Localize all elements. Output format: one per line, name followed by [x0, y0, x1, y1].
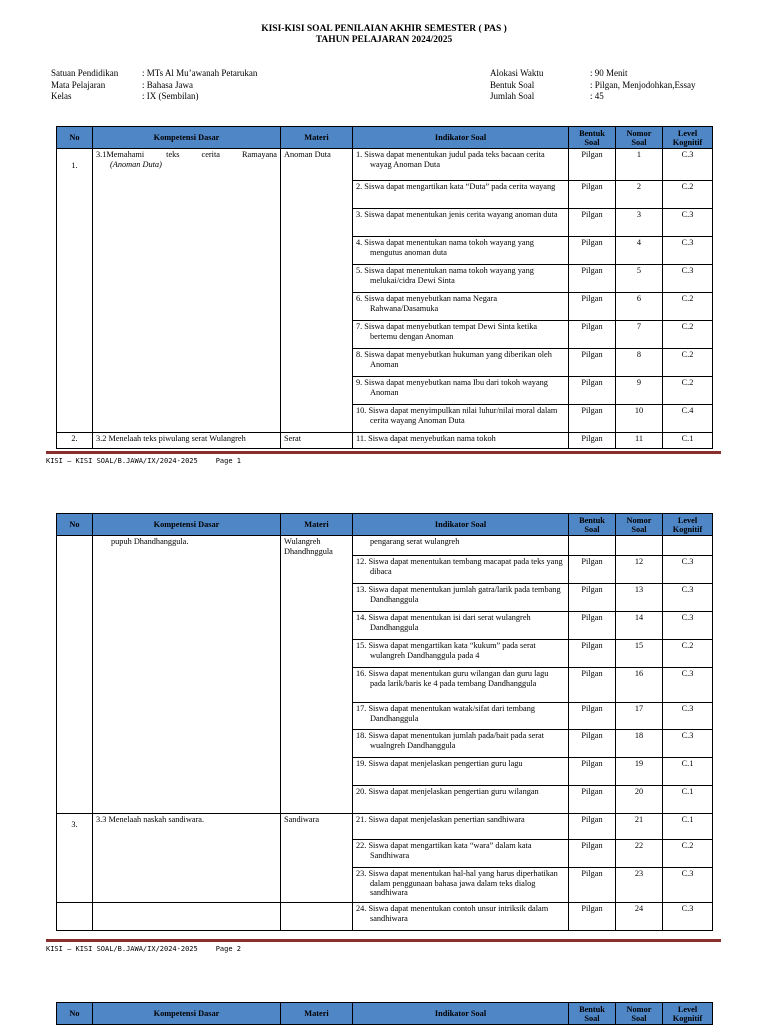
- nomor-soal: 4: [616, 237, 663, 265]
- level-kognitif: C.3: [663, 703, 713, 730]
- bentuk-soal: Pilgan: [569, 405, 616, 433]
- indikator-text: 12. Siswa dapat menentukan tembang macapat pada teks yang dibaca: [356, 557, 563, 576]
- meta-value: : MTs Al Mu’awanah Petarukan: [142, 68, 258, 78]
- level-kognitif: C.4: [663, 405, 713, 433]
- header-nomor-soal: Nomor Soal: [616, 127, 663, 149]
- meta-label: Mata Pelajaran: [51, 79, 106, 90]
- nomor-soal: 19: [616, 758, 663, 786]
- nomor-soal: 6: [616, 293, 663, 321]
- bentuk-soal: Pilgan: [569, 209, 616, 237]
- kisi-table-page2: [56, 513, 713, 931]
- header-indikator: Indikator Soal: [353, 514, 569, 536]
- header-level-kognitif: Level Kognitif: [663, 127, 713, 149]
- header-materi: Materi: [281, 514, 353, 536]
- level-kognitif: C.3: [663, 237, 713, 265]
- table-row: [57, 149, 713, 181]
- header-kompetensi-dasar: Kompetensi Dasar: [93, 514, 281, 536]
- materi-cell: Anoman Duta: [281, 149, 353, 433]
- kisi-table-page3: [56, 1002, 713, 1025]
- level-kognitif: C.3: [663, 668, 713, 703]
- nomor-soal: 16: [616, 668, 663, 703]
- page-footer: [46, 457, 241, 465]
- indikator-text: 6. Siswa dapat menyebutkan nama Negara Rahwana/Dasamuka: [356, 294, 497, 313]
- level-kognitif: C.3: [663, 584, 713, 612]
- level-kognitif: C.2: [663, 640, 713, 668]
- indikator-text: 10. Siswa dapat menyimpulkan nilai luhur/nilai moral dalam cerita wayang Anoman Duta: [356, 406, 558, 425]
- indikator-text: 22. Siswa dapat mengartikan kata “wara” dalam kata Sandhiwara: [356, 841, 532, 860]
- header-bentuk-soal: Bentuk Soal: [569, 127, 616, 149]
- table-row: [57, 433, 713, 449]
- indikator-text: 19. Siswa dapat menjelaskan pengertian guru lagu: [356, 759, 523, 768]
- materi-cell-continued: Wulangreh Dhandhnggula: [281, 536, 353, 814]
- nomor-soal: 5: [616, 265, 663, 293]
- header-kompetensi-dasar: Kompetensi Dasar: [93, 1003, 281, 1025]
- nomor-soal: 8: [616, 349, 663, 377]
- bentuk-soal: Pilgan: [569, 265, 616, 293]
- indikator-text: 1. Siswa dapat menentukan judul pada teks bacaan cerita wayag Anoman Duta: [356, 150, 545, 169]
- kd-number: 1.: [57, 149, 93, 433]
- indikator-text: 20. Siswa dapat menjelaskan pengertian guru wilangan: [356, 787, 539, 796]
- indikator-text: 14. Siswa dapat menentukan isi dari serat wulangreh Dandhanggula: [356, 613, 531, 632]
- bentuk-soal: Pilgan: [569, 321, 616, 349]
- kd-text: 3.1Memahami teks cerita Ramayana: [96, 150, 277, 159]
- bentuk-soal: Pilgan: [569, 556, 616, 584]
- meta-label: Satuan Pendidikan: [51, 68, 119, 78]
- bentuk-soal: Pilgan: [569, 640, 616, 668]
- level-kognitif: C.1: [663, 786, 713, 814]
- indikator-text: 11. Siswa dapat menyebutkan nama tokoh: [356, 434, 496, 443]
- table-row: [57, 536, 713, 556]
- indikator-text: 5. Siswa dapat menentukan nama tokoh wayang yang melukai/cidra Dewi Sinta: [356, 266, 534, 285]
- materi-cell: Serat: [281, 433, 353, 449]
- indikator-text: 3. Siswa dapat menentukan jenis cerita wayang anoman duta: [356, 210, 558, 219]
- bentuk-soal: Pilgan: [569, 181, 616, 209]
- meta-left: [51, 68, 257, 103]
- materi-cell: Sandiwara: [281, 814, 353, 903]
- meta-right: [490, 68, 696, 103]
- footer-code: KISI – KISI SOAL/B.JAWA/IX/2024-2025: [46, 945, 198, 953]
- level-kognitif: C.2: [663, 349, 713, 377]
- kd-cell: [93, 149, 281, 433]
- level-kognitif: C.3: [663, 556, 713, 584]
- header-nomor-soal: Nomor Soal: [616, 514, 663, 536]
- bentuk-soal: Pilgan: [569, 903, 616, 931]
- indikator-text: 15. Siswa dapat mengartikan kata “kukum” pada serat wulangreh Dandhanggula pada 4: [356, 641, 536, 660]
- nomor-soal: 7: [616, 321, 663, 349]
- indikator-text: 21. Siswa dapat menjelaskan penertian sandhiwara: [356, 815, 525, 824]
- bentuk-soal: Pilgan: [569, 584, 616, 612]
- meta-value: : 90 Menit: [590, 68, 628, 78]
- indikator-text: 9. Siswa dapat menyebutkan nama Ibu dari tokoh wayang Anoman: [356, 378, 548, 397]
- level-kognitif: C.3: [663, 149, 713, 181]
- bentuk-soal: Pilgan: [569, 293, 616, 321]
- indikator-text: 16. Siswa dapat menentukan guru wilangan dan guru lagu pada larik/baris ke 4 pada tembang Dandhanggula: [356, 669, 549, 688]
- page-footer: [46, 945, 241, 953]
- page-footer-rule: [46, 451, 721, 454]
- bentuk-soal: Pilgan: [569, 814, 616, 840]
- nomor-soal: 9: [616, 377, 663, 405]
- header-materi: Materi: [281, 127, 353, 149]
- nomor-soal: 18: [616, 730, 663, 758]
- meta-value: : IX (Sembilan): [142, 91, 199, 101]
- footer-page-number: Page 1: [215, 457, 242, 465]
- header-level-kognitif: Level Kognitif: [663, 1003, 713, 1025]
- header-nomor-soal: Nomor Soal: [616, 1003, 663, 1025]
- indikator-text: 23. Siswa dapat menentukan hal-hal yang harus diperhatikan dalam penggunaan bahasa jawa dalam teks dialog sandhiwara: [356, 869, 558, 898]
- bentuk-soal: Pilgan: [569, 237, 616, 265]
- level-kognitif: C.2: [663, 840, 713, 868]
- level-kognitif: C.2: [663, 293, 713, 321]
- indikator-text: 8. Siswa dapat menyebutkan hukuman yang diberikan oleh Anoman: [356, 350, 552, 369]
- nomor-soal: 21: [616, 814, 663, 840]
- nomor-soal: 1: [616, 149, 663, 181]
- kd-number: 3.: [57, 814, 93, 903]
- level-kognitif: C.3: [663, 209, 713, 237]
- header-bentuk-soal: Bentuk Soal: [569, 1003, 616, 1025]
- meta-label: Bentuk Soal: [490, 79, 535, 90]
- indikator-text: 18. Siswa dapat menentukan jumlah pada/bait pada serat wualngreh Dandhanggula: [356, 731, 545, 750]
- kd-text: 3.2 Menelaah teks piwulang serat Wulangreh: [93, 433, 281, 449]
- level-kognitif: C.3: [663, 730, 713, 758]
- bentuk-soal: Pilgan: [569, 612, 616, 640]
- kd-text-continued: pupuh Dhandhanggula.: [93, 536, 281, 814]
- header-no: No: [57, 514, 93, 536]
- header-no: No: [57, 127, 93, 149]
- table-row: [57, 903, 713, 931]
- nomor-soal: 2: [616, 181, 663, 209]
- nomor-soal: 14: [616, 612, 663, 640]
- kd-text-italic: (Anoman Duta): [110, 159, 162, 169]
- bentuk-soal: Pilgan: [569, 668, 616, 703]
- nomor-soal: 3: [616, 209, 663, 237]
- document-title-line2: TAHUN PELAJARAN 2024/2025: [315, 35, 453, 45]
- nomor-soal: 22: [616, 840, 663, 868]
- meta-value: : 45: [590, 91, 604, 101]
- header-materi: Materi: [281, 1003, 353, 1025]
- level-kognitif: C.3: [663, 868, 713, 903]
- nomor-soal: 11: [616, 433, 663, 449]
- meta-value: : Bahasa Jawa: [142, 79, 193, 90]
- kd-number-continued: [57, 536, 93, 814]
- bentuk-soal: Pilgan: [569, 786, 616, 814]
- indikator-text: 2. Siswa dapat mengartikan kata “Duta” pada cerita wayang: [356, 182, 556, 191]
- level-kognitif: C.1: [663, 814, 713, 840]
- indikator-text-continued: pengarang serat wulangreh: [353, 536, 569, 556]
- meta-label: Kelas: [51, 91, 72, 101]
- level-kognitif: C.3: [663, 265, 713, 293]
- header-indikator: Indikator Soal: [353, 1003, 569, 1025]
- level-kognitif: C.3: [663, 612, 713, 640]
- page-footer-rule: [46, 939, 721, 942]
- bentuk-soal: Pilgan: [569, 840, 616, 868]
- bentuk-soal: Pilgan: [569, 433, 616, 449]
- nomor-soal: 20: [616, 786, 663, 814]
- indikator-text: 7. Siswa dapat menyebutkan tempat Dewi Sinta ketika bertemu dengan Anoman: [356, 322, 538, 341]
- nomor-soal: 24: [616, 903, 663, 931]
- kd-number: 2.: [57, 433, 93, 449]
- indikator-text: 4. Siswa dapat menentukan nama tokoh wayang yang mengutus anoman duta: [356, 238, 534, 257]
- bentuk-soal: Pilgan: [569, 868, 616, 903]
- nomor-soal: 10: [616, 405, 663, 433]
- level-kognitif: C.2: [663, 181, 713, 209]
- bentuk-soal: Pilgan: [569, 758, 616, 786]
- kisi-table-page1: [56, 126, 713, 449]
- footer-code: KISI – KISI SOAL/B.JAWA/IX/2024-2025: [46, 457, 198, 465]
- header-bentuk-soal: Bentuk Soal: [569, 514, 616, 536]
- document-title-line1: KISI-KISI SOAL PENILAIAN AKHIR SEMESTER ( PAS ): [261, 24, 507, 34]
- bentuk-soal: Pilgan: [569, 703, 616, 730]
- nomor-soal: 12: [616, 556, 663, 584]
- kd-text: 3.3 Menelaah naskah sandiwara.: [93, 814, 281, 903]
- bentuk-soal: Pilgan: [569, 349, 616, 377]
- footer-page-number: Page 2: [215, 945, 242, 953]
- header-kompetensi-dasar: Kompetensi Dasar: [93, 127, 281, 149]
- nomor-soal: 17: [616, 703, 663, 730]
- meta-label: Alokasi Waktu: [490, 68, 544, 78]
- indikator-text: 24. Siswa dapat menentukan contoh unsur intriksik dalam sandhiwara: [356, 904, 549, 923]
- level-kognitif: C.2: [663, 321, 713, 349]
- nomor-soal: 13: [616, 584, 663, 612]
- indikator-text: 17. Siswa dapat menentukan watak/sifat dari tembang Dandhanggula: [356, 704, 536, 723]
- meta-value: : Pilgan, Menjodohkan,Essay: [590, 79, 696, 90]
- indikator-text: 13. Siswa dapat menentukan jumlah gatra/larik pada tembang Dandhanggula: [356, 585, 561, 604]
- level-kognitif: C.1: [663, 758, 713, 786]
- level-kognitif: C.3: [663, 903, 713, 931]
- level-kognitif: C.1: [663, 433, 713, 449]
- meta-label: Jumlah Soal: [490, 91, 535, 101]
- level-kognitif: C.2: [663, 377, 713, 405]
- bentuk-soal: Pilgan: [569, 730, 616, 758]
- bentuk-soal: Pilgan: [569, 149, 616, 181]
- header-level-kognitif: Level Kognitif: [663, 514, 713, 536]
- bentuk-soal: Pilgan: [569, 377, 616, 405]
- table-row: [57, 814, 713, 840]
- nomor-soal: 23: [616, 868, 663, 903]
- nomor-soal: 15: [616, 640, 663, 668]
- header-indikator: Indikator Soal: [353, 127, 569, 149]
- header-no: No: [57, 1003, 93, 1025]
